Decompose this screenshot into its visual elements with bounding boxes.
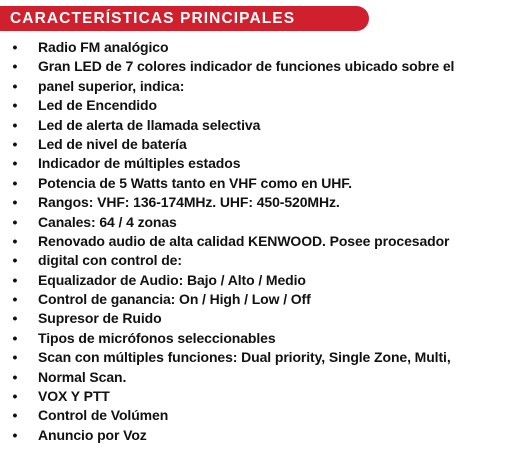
- bullet-icon: •: [12, 407, 18, 424]
- bullet-icon: •: [12, 39, 18, 55]
- feature-text: Renovado audio de alta calidad KENWOOD. Posee procesador: [38, 232, 450, 249]
- feature-text: Scan con múltiples funciones: Dual priority, Single Zone, Multi,: [38, 349, 451, 366]
- bullet-icon: •: [12, 388, 18, 405]
- bullet-icon: •: [12, 271, 18, 288]
- bullet-icon: •: [12, 310, 18, 327]
- bullet-icon: •: [12, 349, 18, 366]
- feature-text: Rangos: VHF: 136-174MHz. UHF: 450-520MHz.: [38, 194, 340, 211]
- bullet-icon: •: [12, 232, 18, 249]
- bullet-icon: •: [12, 155, 18, 172]
- feature-text: Led de Encendido: [38, 97, 157, 114]
- bullet-icon: •: [12, 116, 18, 133]
- bullet-icon: •: [12, 194, 18, 211]
- bullet-icon: •: [12, 77, 18, 94]
- feature-text: Indicador de múltiples estados: [38, 155, 241, 172]
- feature-text: Potencia de 5 Watts tanto en VHF como en UHF.: [38, 174, 352, 191]
- feature-text: Led de alerta de llamada selectiva: [38, 116, 261, 133]
- section-header-badge: [0, 6, 369, 31]
- bullet-icon: •: [12, 368, 18, 385]
- feature-text: Led de nivel de batería: [38, 135, 187, 152]
- feature-text: panel superior, indica:: [38, 77, 185, 94]
- bullet-icon: •: [12, 58, 18, 75]
- feature-text: Canales: 64 / 4 zonas: [38, 213, 177, 230]
- feature-text: Control de Volúmen: [38, 407, 169, 424]
- feature-text: Gran LED de 7 colores indicador de funciones ubicado sobre el: [38, 58, 455, 75]
- bullet-icon: •: [12, 135, 18, 152]
- bullet-icon: •: [12, 252, 18, 269]
- feature-text: Tipos de micrófonos seleccionables: [38, 329, 276, 346]
- feature-text: Supresor de Ruido: [38, 310, 162, 327]
- feature-text: digital con control de:: [38, 252, 182, 269]
- bullet-icon: •: [12, 97, 18, 114]
- bullet-icon: •: [12, 426, 18, 443]
- feature-text: Equalizador de Audio: Bajo / Alto / Medio: [38, 271, 306, 288]
- bullet-icon: •: [12, 291, 18, 308]
- bullet-icon: •: [12, 213, 18, 230]
- feature-text: Radio FM analógico: [38, 39, 169, 55]
- section-title: CARACTERÍSTICAS PRINCIPALES: [10, 9, 296, 27]
- bullet-icon: •: [12, 329, 18, 346]
- feature-text: Control de ganancia: On / High / Low / Off: [38, 291, 311, 308]
- feature-text: VOX Y PTT: [38, 388, 110, 405]
- feature-text: Normal Scan.: [38, 368, 127, 385]
- bullet-icon: •: [12, 174, 18, 191]
- feature-text: Anuncio por Voz: [38, 426, 147, 443]
